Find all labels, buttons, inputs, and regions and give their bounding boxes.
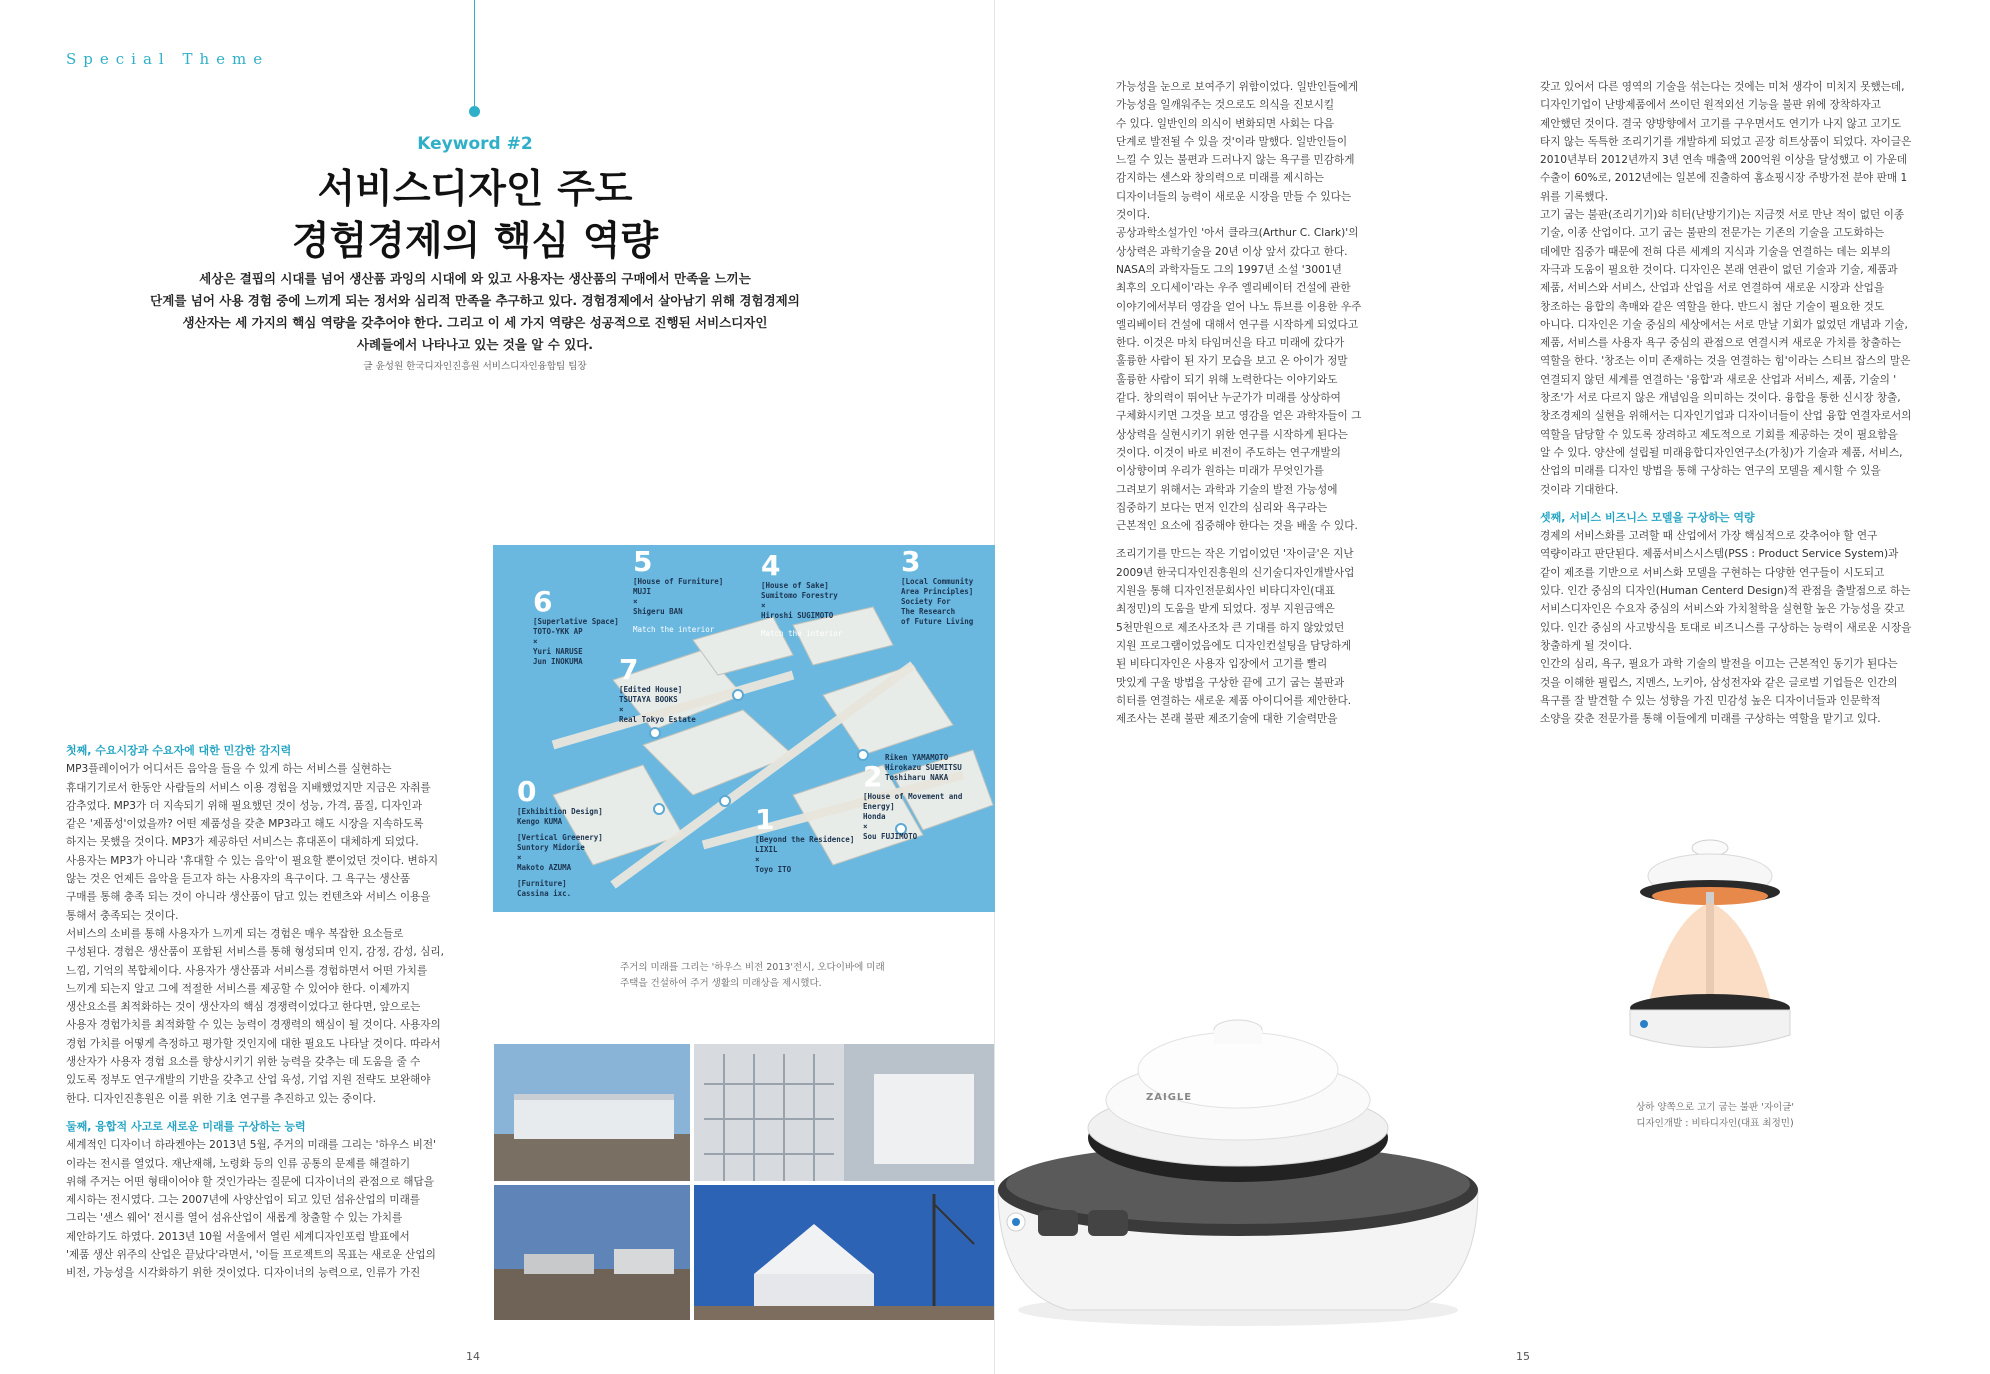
- zone-label: ×: [619, 705, 624, 714]
- body-line: 같이 제조를 기반으로 서비스화 모델을 구현하는 다양한 연구들이 시도되고: [1540, 566, 1885, 579]
- body-line: 근본적인 요소에 집중해야 한다는 것을 배울 수 있다.: [1116, 520, 1358, 533]
- body-line: '제품 생산 위주의 산업은 끝났다'라면서, '이들 프로젝트의 목표는 새로운 산업의: [66, 1249, 436, 1262]
- body-line: 훌륭한 사람이 되기 위해 노력한다는 이야기와도: [1116, 373, 1338, 386]
- body-line: 조리기기를 만드는 작은 기업이었던 '자이글'은 지난: [1116, 548, 1354, 561]
- zone-label: Hirokazu SUEMITSU: [885, 763, 962, 772]
- zone-label: Toshiharu NAKA: [885, 773, 949, 782]
- lead-line: 생산자는 세 가지의 핵심 역량을 갖추어야 한다. 그리고 이 세 가지 역량은 성공적으로 진행된 서비스디자인: [182, 315, 768, 330]
- zone-label: Cassina ixc.: [517, 889, 572, 898]
- body-column-1: [66, 742, 496, 1283]
- zone-label: Real Tokyo Estate: [619, 715, 696, 724]
- lead-line: 단계를 넘어 사용 경험 중에 느끼게 되는 정서와 심리적 만족을 추구하고 있다. 경험경제에서 살아남기 위해 경험경제의: [150, 293, 800, 308]
- body-line: 느낌, 기억의 복합체이다. 사용자가 생산품과 서비스를 경험하면서 어떤 가치를: [66, 964, 428, 977]
- zone-label: Hiroshi SUGIMOTO: [761, 611, 834, 620]
- body-line: 통해서 충족되는 것이다.: [66, 909, 179, 922]
- body-line: 서비스의 소비를 통해 사용자가 느끼게 되는 경험은 매우 복잡한 요소들로: [66, 927, 404, 940]
- zone-label: MUJI: [633, 587, 652, 596]
- lead-paragraph: [140, 268, 810, 356]
- body-line: 창조하는 융합의 촉매와 같은 역할을 한다. 반드시 첨단 기술이 필요한 것도: [1540, 300, 1885, 313]
- body-line: 제시하는 전시였다. 그는 2007년에 사양산업이 되고 있던 섬유산업의 미래를: [66, 1194, 421, 1207]
- zone-7-number: 7: [619, 653, 639, 686]
- section-label: Special Theme: [66, 50, 270, 68]
- zone-label: Toyo ITO: [755, 865, 792, 874]
- zone-label: ×: [761, 601, 766, 610]
- body-line: 구매를 통해 충족 되는 것이 아니라 생산품이 담고 있는 컨텐츠와 서비스 이용을: [66, 891, 431, 904]
- zone-4-labels: [761, 581, 842, 639]
- body-line: 공상과학소설가인 '아서 클라크(Arthur C. Clark)'의: [1116, 227, 1359, 240]
- keyword-label: Keyword #2: [417, 134, 533, 154]
- zone-label: ×: [533, 637, 538, 646]
- zone-label: Match the interior: [633, 625, 715, 634]
- body-line: 제품, 서비스를 사용자 욕구 중심의 관점으로 연결시켜 새로운 가치를 창출하는: [1540, 337, 1902, 350]
- title-line-2: 경험경제의 핵심 역량: [291, 219, 659, 264]
- body-line: 제안했던 것이다. 결국 양방향에서 고기를 구우면서도 연기가 나지 않고 고기도: [1540, 117, 1902, 130]
- zone-label: Sou FUJIMOTO: [863, 832, 918, 841]
- body-line: 2010년부터 2012년까지 3년 연속 매출액 200억원 이상을 달성했고 이 가운데: [1540, 154, 1908, 167]
- body-line: 비전, 가능성을 시각화하기 위한 것이었다. 디자이너의 능력으로, 인류가 가진: [66, 1267, 421, 1280]
- body-line: 최정민)의 도움을 받게 되었다. 정부 지원금액은: [1116, 603, 1335, 616]
- body-column-2: [1116, 78, 1386, 728]
- zone-4-number: 4: [761, 549, 781, 582]
- body-line: 구체화시키면 그것을 보고 영감을 얻은 과학자들이 그: [1116, 410, 1362, 423]
- body-line: 가능성을 눈으로 보여주기 위함이었다. 일반인들에게: [1116, 81, 1358, 93]
- body-line: 위를 기록했다.: [1540, 190, 1609, 203]
- body-line: 것이다.: [1116, 209, 1151, 222]
- body-line: 것이라 기대한다.: [1540, 483, 1619, 496]
- zone-label: ×: [755, 855, 760, 864]
- body-line: 구성된다. 경험은 생산품이 포함된 서비스를 통해 형성되며 인지, 감정, 감성, 심리,: [66, 946, 444, 959]
- body-line: 히터를 연결하는 새로운 제품 아이디어를 제안한다.: [1116, 694, 1352, 707]
- body-line: 이상향이며 우리가 원하는 미래가 무엇인가를: [1116, 465, 1324, 478]
- zone-label: of Future Living: [901, 617, 974, 626]
- byline: 글 윤성원 한국디자인진흥원 서비스디자인융합팀 팀장: [363, 361, 587, 372]
- body-line: 하지는 못했을 것이다. MP3가 제공하던 서비스는 휴대폰이 대체하게 되었다.: [66, 836, 419, 849]
- zone-3-number: 3: [901, 545, 921, 578]
- body-line: 있다. 인간 중심의 사고방식을 토대로 비즈니스를 구상하는 능력이 새로운 시장을: [1540, 621, 1912, 634]
- body-line: 생산자가 사용자 경험 요소를 향상시키기 위한 능력을 갖추는 데 도움을 줄 수: [66, 1056, 421, 1069]
- page-number-right: 15: [1516, 1350, 1530, 1363]
- body-line: 같은 '제품성'이었을까? 어떤 제품성을 갖춘 MP3라고 해도 시장을 지속하도록: [66, 818, 424, 831]
- zone-label: The Research: [901, 607, 956, 616]
- body-line: 창조경제의 실현을 위해서는 디자인기업과 디자이너들이 산업 융합 연결자로서의: [1540, 410, 1912, 423]
- body-line: 창출하게 될 것이다.: [1540, 639, 1632, 652]
- body-line: 것을 이해한 필립스, 지멘스, 노키아, 삼성전자와 같은 글로벌 기업들은 인간의: [1540, 676, 1898, 689]
- body-line: 경제의 서비스화를 고려할 때 산업에서 가장 핵심적으로 갖추어야 할 연구: [1540, 530, 1878, 543]
- section-heading: 둘째, 융합적 사고로 새로운 미래를 구상하는 능력: [66, 1119, 306, 1133]
- zone-label: [House of Furniture]: [633, 577, 724, 586]
- zone-label: [Superlative Space]: [533, 617, 619, 626]
- body-line: 한다. 디자인진흥원은 이를 위한 기초 연구를 추진하고 있는 중이다.: [66, 1092, 376, 1105]
- body-line: 5천만원으로 제조사조차 큰 기대를 하지 않았었던: [1116, 621, 1345, 634]
- zone-label: Suntory Midorie: [517, 843, 585, 852]
- page-number-left: 14: [466, 1350, 480, 1363]
- body-line: 감지하는 센스와 창의력으로 미래를 제시하는: [1116, 172, 1324, 185]
- body-line: 서비스디자인은 수요자 중심의 서비스와 가치철학을 실현할 높은 가능성을 갖고: [1540, 603, 1905, 616]
- body-line: 제조사는 본래 불판 제조기술에 대한 기술력만을: [1116, 713, 1338, 726]
- zone-label: Sumitomo Forestry: [761, 591, 838, 600]
- zone-3-labels: [901, 577, 993, 627]
- body-line: 데에만 집중가 때문에 전혀 다른 세계의 지식과 기술을 연결하는 데는 외부의: [1540, 245, 1891, 258]
- zone-1-labels: [755, 835, 854, 875]
- zaigle-grill-photo: [968, 1000, 1508, 1335]
- body-line: 감추었다. MP3가 더 지속되기 위해 필요했던 것이 성능, 가격, 품질, 디자인과: [66, 799, 422, 812]
- body-line: 디자인기업이 난방제품에서 쓰이던 원적외선 기능을 불판 위에 장착하자고: [1540, 99, 1881, 112]
- body-line: 역할을 담당할 수 있도록 장려하고 제도적으로 기회를 제공하는 것이 필요함을: [1540, 428, 1898, 441]
- zone-1-number: 1: [755, 803, 775, 836]
- lead-line: 세상은 결핍의 시대를 넘어 생산품 과잉의 시대에 와 있고 사용자는 생산품의 구매에서 만족을 느끼는: [199, 271, 751, 286]
- section-heading: 첫째, 수요시장과 수요자에 대한 민감한 감지력: [66, 744, 292, 757]
- accent-line: [474, 0, 475, 108]
- body-line: 그려보기 위해서는 과학과 기술의 발전 가능성에: [1116, 483, 1338, 496]
- body-line: 훌륭한 사람이 된 자기 모습을 보고 온 아이가 정말: [1116, 355, 1348, 368]
- zone-label: [House of Movement and Energy]: [863, 792, 963, 811]
- body-line: 휴대기기로서 한동안 사람들의 서비스 이용 경험을 지배했었지만 지금은 자취를: [66, 781, 431, 794]
- body-line: 고기 굽는 불판(조리기기)와 히터(난방기기)는 지금껏 서로 만난 적이 없던 이종: [1540, 209, 1905, 222]
- zone-5-labels: [633, 577, 723, 635]
- body-line: 산업의 미래를 디자인 방법을 통해 구상하는 연구의 모델을 제시할 수 있을: [1540, 465, 1881, 478]
- zone-0-labels: [517, 807, 603, 899]
- house-vision-map-figure: [493, 545, 995, 912]
- caption-line: 상하 양쪽으로 고기 굽는 불판 '자이글': [1636, 1102, 1794, 1113]
- body-line: 않는 것은 언제든 음악을 듣고자 하는 사용자의 욕구이다. 그 욕구는 생산품: [66, 873, 411, 886]
- body-line: 단계로 발전될 수 있을 것'이라 말했다. 일반인들이: [1116, 135, 1348, 148]
- zone-label: [House of Sake]: [761, 581, 829, 590]
- lead-line: 사례들에서 나타나고 있는 것을 알 수 있다.: [356, 337, 594, 352]
- body-line: 사용자는 MP3가 아니라 '휴대할 수 있는 음악'이 필요할 뿐이었던 것이다. 변하지: [66, 854, 439, 867]
- body-line: 한다. 이것은 마치 타임머신을 타고 미래에 갔다가: [1116, 337, 1345, 350]
- body-line: 느낄 수 있는 불편과 드러나지 않는 욕구를 민감하게: [1116, 154, 1355, 167]
- body-line: 인간의 심리, 욕구, 필요가 과학 기술의 발전을 이끄는 근본적인 동기가 된다는: [1540, 658, 1898, 671]
- body-line: 창조'가 서로 다르지 않은 개념임을 의미하는 것이다. 융합을 통한 신시장 창출,: [1540, 392, 1901, 405]
- body-line: 수출이 60%로, 2012년에는 일본에 진출하여 홈쇼핑시장 주방가전 분야 판매 1: [1540, 172, 1908, 185]
- body-line: 엘리베이터 건설에 대해서 연구를 시작하게 되었다고: [1116, 318, 1358, 331]
- body-line: 아니다. 디자인은 기술 중심의 세상에서는 서로 만날 기회가 없었던 개념과 기술,: [1540, 318, 1908, 331]
- body-line: 알 수 있다. 양산에 설립될 미래융합디자인연구소(가칭)가 기술과 제품, 서비스,: [1540, 446, 1903, 459]
- exhibition-photo-grid: [494, 1044, 994, 1320]
- zone-label: [Vertical Greenery]: [517, 833, 603, 842]
- body-line: NASA의 과학자들도 그의 1997년 소설 '3001년: [1116, 263, 1342, 276]
- zaigle-grill-open-photo: [1620, 830, 1800, 1070]
- body-line: 사용자 경험가치를 최적화할 수 있는 능력이 경쟁력의 핵심이 될 것이다. 사용자의: [66, 1019, 441, 1032]
- body-line: 맛있게 구울 방법을 구상한 끝에 고기 굽는 불판과: [1116, 676, 1345, 689]
- body-line: 소양을 갖춘 전문가를 통해 이들에게 미래를 구상하는 역할을 맡기고 있다.: [1540, 713, 1881, 726]
- zone-label: Kengo KUMA: [517, 817, 563, 826]
- zone-label: TSUTAYA BOOKS: [619, 695, 678, 704]
- caption-line: 주택을 건설하여 주거 생활의 미래상을 제시했다.: [620, 978, 822, 989]
- body-column-3: [1540, 78, 1960, 728]
- body-line: 역할을 한다. '창조는 이미 존재하는 것을 연결하는 힘'이라는 스티브 잡스의 말은: [1540, 355, 1911, 368]
- title-line-1: 서비스디자인 주도: [317, 167, 633, 212]
- body-line: 가능성을 일깨워주는 것으로도 의식을 진보시킬: [1116, 99, 1335, 112]
- body-line: 역량이라고 판단된다. 제품서비스시스템(PSS : Product Service System)과: [1540, 548, 1899, 561]
- body-line: 상상력을 실현시키기 위한 연구를 시작하게 된다는: [1116, 428, 1348, 441]
- accent-dot: [469, 106, 480, 117]
- body-line: MP3플레이어가 어디서든 음악을 들을 수 있게 하는 서비스를 실현하는: [66, 763, 392, 776]
- zone-label: Shigeru BAN: [633, 607, 683, 616]
- zone-label: LIXIL: [755, 845, 778, 854]
- product-caption: [1580, 1100, 1850, 1132]
- zone-label: Riken YAMAMOTO: [885, 753, 949, 762]
- article-title: [200, 164, 750, 268]
- body-line: 것이다. 이것이 바로 비전이 주도하는 연구개발의: [1116, 446, 1341, 459]
- zone-label: Jun INOKUMA: [533, 657, 583, 666]
- body-line: 느끼게 되는지 알고 그에 적절한 서비스를 제공할 수 있어야 한다. 이제까지: [66, 982, 411, 995]
- zone-6-number: 6: [533, 585, 553, 618]
- zone-label: [Local Community Area Principles]: [901, 577, 974, 596]
- caption-line: 디자인개발 : 비타디자인(대표 최정민): [1636, 1118, 1794, 1129]
- body-line: 제안하기도 하였다. 2013년 10월 서울에서 열린 세계디자인포럼 발표에서: [66, 1230, 410, 1243]
- zone-extra-labels: [885, 753, 962, 783]
- body-line: 연결되지 않던 세계를 연결하는 '융합'과 새로운 산업과 서비스, 제품, 기술의 ': [1540, 373, 1897, 386]
- body-line: 있다. 인간 중심의 디자인(Human Centerd Design)적 관점을 출발점으로 하는: [1540, 585, 1911, 598]
- zone-label: [Furniture]: [517, 879, 567, 888]
- exhibition-photos: [494, 1044, 994, 1320]
- body-line: 위해 주거는 어떤 형태이어야 할 것인가라는 질문에 디자이너의 관점으로 해답을: [66, 1175, 435, 1188]
- body-line: 있도록 정부도 연구개발의 기반을 갖추고 산업 육성, 기업 지원 전략도 보완해야: [66, 1074, 431, 1087]
- body-line: 자극과 도움이 필요한 것이다. 디자인은 본래 연관이 없던 기술과 기술, 제품과: [1540, 263, 1898, 276]
- section-heading: 셋째, 서비스 비즈니스 모델을 구상하는 역량: [1540, 510, 1755, 524]
- zone-label: [Edited House]: [619, 685, 683, 694]
- body-line: 수 있다. 일반인의 의식이 변화되면 사회는 다음: [1116, 117, 1335, 130]
- zone-label: Honda: [863, 812, 886, 821]
- body-line: 갖고 있어서 다른 영역의 기술을 섞는다는 것에는 미처 생각이 미치지 못했는데,: [1540, 81, 1905, 93]
- body-line: 생산요소를 최적화하는 것이 생산자의 핵심 경쟁력이었다고 한다면, 앞으로는: [66, 1001, 421, 1014]
- body-line: 집중하기 보다는 먼저 인간의 심리와 욕구라는: [1116, 501, 1328, 514]
- body-line: 욕구를 잘 발견할 수 있는 성향을 가진 민감성 높은 디자이너들과 인문학적: [1540, 694, 1881, 707]
- body-line: 상상력은 과학기술을 20년 이상 앞서 갔다고 한다.: [1116, 245, 1348, 258]
- body-line: 세계적인 디자이너 하라켄야는 2013년 5월, 주거의 미래를 그리는 '하우스 비전': [66, 1139, 436, 1152]
- zone-5-number: 5: [633, 545, 653, 578]
- product-brand-label: ZAIGLE: [1146, 1092, 1193, 1103]
- body-line: 지원을 통해 디자인전문회사인 비타디자인(대표: [1116, 585, 1335, 598]
- body-line: 2009년 한국디자인진흥원의 신기술디자인개발사업: [1116, 566, 1355, 579]
- zone-2-number: 2: [863, 760, 883, 793]
- body-line: 이야기에서부터 영감을 얻어 나노 튜브를 이용한 우주: [1116, 300, 1362, 313]
- body-line: 최후의 오디세이'라는 우주 엘리베이터 건설에 관한: [1116, 282, 1351, 295]
- zone-0-number: 0: [517, 775, 537, 808]
- zone-label: [Exhibition Design]: [517, 807, 603, 816]
- body-line: 디자이너들의 능력이 새로운 시장을 만들 수 있다는: [1116, 190, 1352, 203]
- zone-label: ×: [517, 853, 522, 862]
- body-line: 지원 프로그램이었음에도 디자인컨설팅을 담당하게: [1116, 639, 1352, 652]
- zone-label: ×: [633, 597, 638, 606]
- body-line: 같다. 창의력이 뛰어난 누군가가 미래를 상상하여: [1116, 392, 1341, 405]
- body-line: 된 비타디자인은 사용자 입장에서 고기를 빨리: [1116, 658, 1328, 671]
- figure-caption: [620, 960, 920, 992]
- zone-label: ×: [863, 822, 868, 831]
- caption-line: 주거의 미래를 그리는 '하우스 비전 2013'전시, 오다이바에 미래: [620, 962, 885, 973]
- zone-label: TOTO-YKK AP: [533, 627, 583, 636]
- zone-7-labels: [619, 685, 696, 725]
- zaigle-grill-illustration: [968, 1000, 1508, 1335]
- zone-label: Yuri NARUSE: [533, 647, 583, 656]
- body-line: 경험 가치를 어떻게 측정하고 평가할 것인지에 대한 필요도 나타날 것이다. 따라서: [66, 1037, 441, 1050]
- zone-2-labels: [863, 792, 973, 842]
- zone-label: Society For: [901, 597, 951, 606]
- zaigle-grill-open-illustration: [1620, 830, 1800, 1070]
- zone-label: Match the interior: [761, 629, 843, 638]
- body-line: 타지 않는 독특한 조리기기를 개발하게 되었고 곧장 히트상품이 되었다. 자이글은: [1540, 135, 1912, 148]
- zone-label: Makoto AZUMA: [517, 863, 572, 872]
- body-line: 그리는 '센스 웨어' 전시를 열어 섬유산업이 새롭게 창출할 수 있는 가치를: [66, 1212, 403, 1225]
- body-line: 이라는 전시를 열었다. 재난재해, 노령화 등의 인류 공통의 문제를 해결하기: [66, 1157, 411, 1170]
- body-line: 기술, 이종 산업이다. 고기 굽는 불판의 전문가는 기존의 기술을 고도화하는: [1540, 227, 1885, 240]
- zone-6-labels: [533, 617, 619, 667]
- body-line: 제품, 서비스와 서비스, 산업과 산업을 서로 연결하여 새로운 시장과 산업을: [1540, 282, 1885, 295]
- zone-label: [Beyond the Residence]: [755, 835, 855, 844]
